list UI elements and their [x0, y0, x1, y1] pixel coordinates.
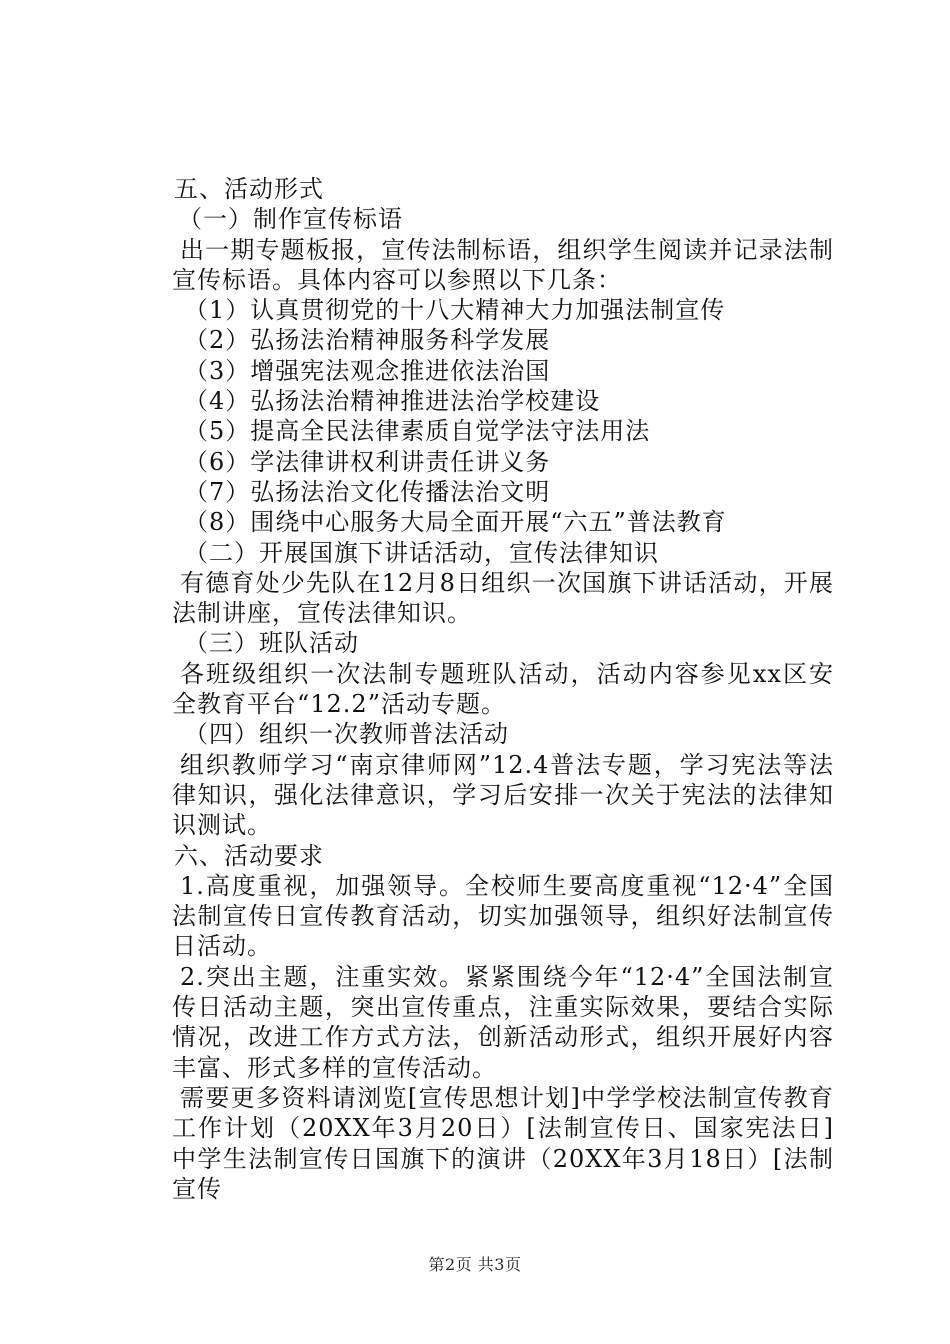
slogan-item: （4）弘扬法治精神推进法治学校建设: [184, 387, 601, 416]
section-heading-6: 六、活动要求: [174, 841, 324, 870]
paragraph: 各班级组织一次法制专题班队活动，活动内容参见xx区安全教育平台“12.2”活动专题。: [172, 659, 834, 719]
paragraph: 组织教师学习“南京律师网”12.4普法专题，学习宪法等法律知识，强化法律意识，学习后安排一次关于宪法的法律知识测试。: [172, 750, 834, 840]
subsection-heading-1: （一）制作宣传标语: [178, 205, 403, 234]
section-heading-5: 五、活动形式: [174, 175, 324, 203]
slogan-item: （2）弘扬法治精神服务科学发展: [184, 326, 551, 355]
paragraph: 需要更多资料请浏览[宣传思想计划]中学学校法制宣传教育工作计划（20XX年3月20日）[法制宣传日、国家宪法日]中学生法制宣传日国旗下的演讲（20XX年3月18日）[法制宣传: [172, 1083, 834, 1203]
slogan-item: （6）学法律讲权利讲责任讲义务: [184, 447, 551, 476]
requirement-item: 2.突出主题，注重实效。紧紧围绕今年“12·4”全国法制宣传日活动主题，突出宣传重点，注重实际效果，要结合实际情况，改进工作方式方法，创新活动形式，组织开展好内容丰富、形式多样的宣传活动。: [172, 962, 834, 1082]
slogan-item: （1）认真贯彻党的十八大精神大力加强法制宣传: [184, 296, 726, 325]
document-body: [174, 174, 834, 1204]
page-number: 第2页 共3页: [428, 1255, 522, 1274]
requirement-item: 1.高度重视，加强领导。全校师生要高度重视“12·4”全国法制宣传日宣传教育活动，切实加强领导，组织好法制宣传日活动。: [172, 871, 834, 961]
slogan-item: （3）增强宪法观念推进依法治国: [184, 356, 551, 385]
paragraph: 有德育处少先队在12月8日组织一次国旗下讲话活动，开展法制讲座，宣传法律知识。: [172, 568, 834, 628]
subsection-heading-2: （二）开展国旗下讲话活动，宣传法律知识: [184, 538, 659, 567]
slogan-item: （7）弘扬法治文化传播法治文明: [184, 477, 551, 506]
subsection-heading-3: （三）班队活动: [184, 629, 359, 658]
slogan-item: （5）提高全民法律素质自觉学法守法用法: [184, 417, 651, 446]
paragraph: 出一期专题板报，宣传法制标语，组织学生阅读并记录法制宣传标语。具体内容可以参照以下几条：: [172, 235, 834, 294]
slogan-item: （8）围绕中心服务大局全面开展“六五”普法教育: [184, 508, 727, 537]
subsection-heading-4: （四）组织一次教师普法活动: [184, 720, 509, 749]
